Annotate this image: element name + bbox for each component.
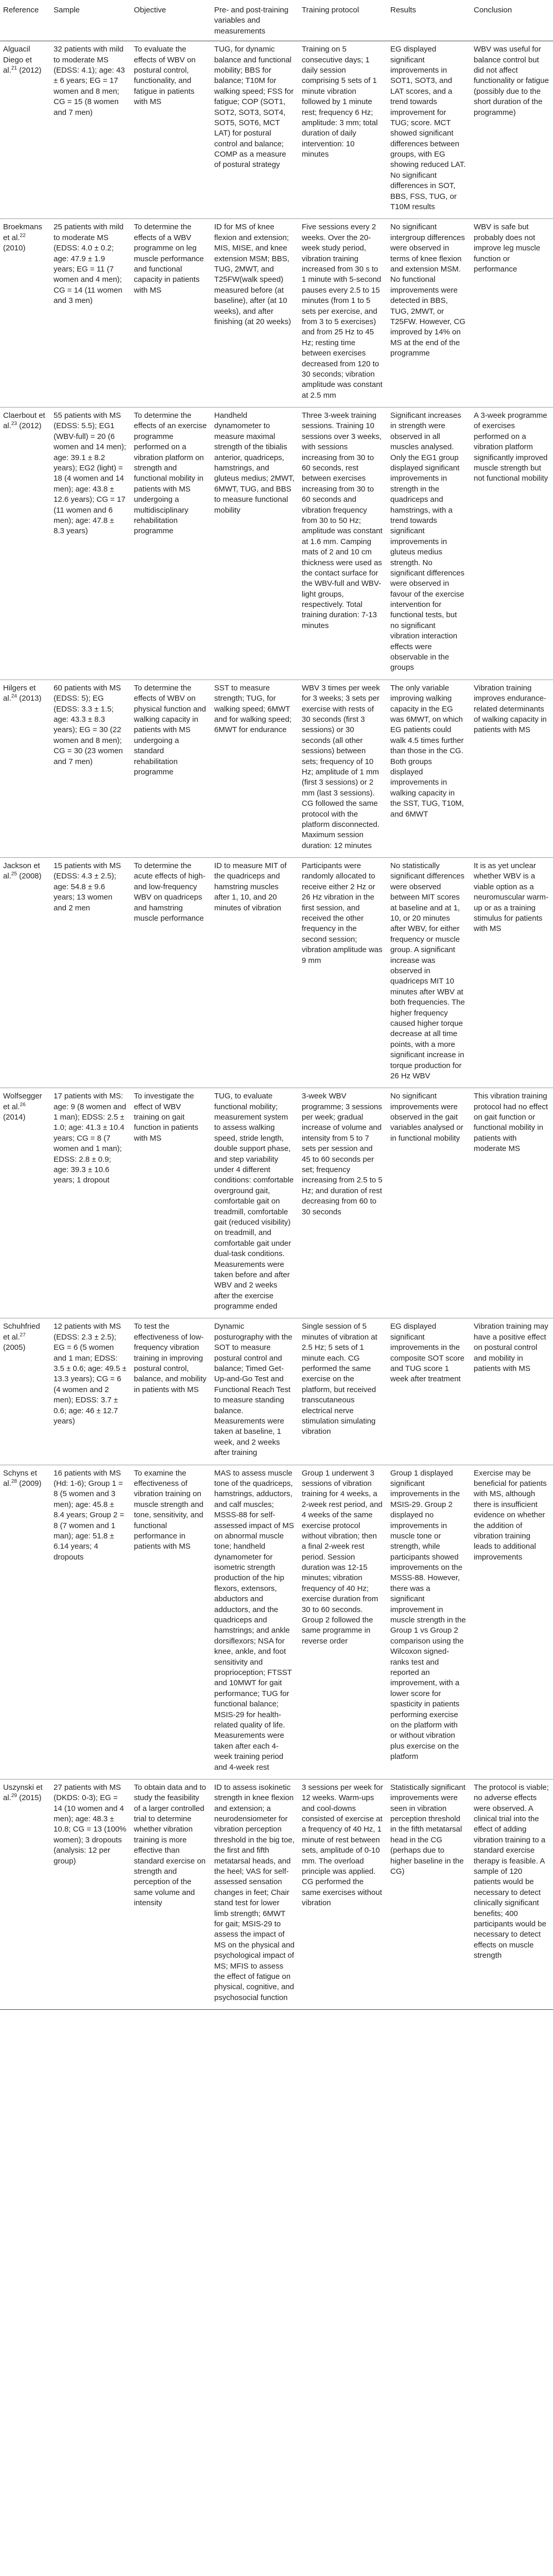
- header-objective: Objective: [131, 3, 211, 41]
- cell-protocol: WBV 3 times per week for 3 weeks; 3 sets per exercise with rests of 30 seconds (first 3 sessions) or 30 seconds (all other sessions) between sets; frequency of 10 Hz; amplitude of 1 mm (first 3 sessions) or 2 mm (last 3 sessions). CG followed the same protocol with the platform disconnected. Maximum session duration: 12 minutes: [299, 680, 387, 857]
- cell-results: The only variable improving walking capacity in the EG was 6MWT, on which EG patients could walk 4.5 times further than those in the CG. Both groups displayed improvements in walking capacity in the SST, TUG, T10M, and 6MWT: [387, 680, 471, 857]
- cell-variables: TUG, to evaluate functional mobility; measurement system to assess walking speed, stride length, double support phase, and step variability under 4 different conditions: comfortable overground gait, comfortable gait on treadmill, comfortable gait (reduced visibility) on treadmill, and comfortable gait under dual-task conditions. Measurements were taken before and after WBV and 2 weeks after the exercise programme ended: [211, 1088, 299, 1318]
- cell-variables: ID for MS of knee flexion and extension; MIS, MISE, and knee extension MSM; BBS, TUG, 2MWT, and T25FW(walk speed) measured before (at baseline), after (at 10 weeks), and after finishing (at 20 weeks): [211, 219, 299, 408]
- cell-conclusion: The protocol is viable; no adverse effects were observed. A clinical trial into the effect of adding vibration training to a standard exercise therapy is feasible. A sample of 120 patients would be necessary to detect clinically significant benefits; 400 participants would be necessary to detect effects on muscle strength: [471, 1779, 553, 2009]
- cell-results: No significant improvements were observed in the gait variables analysed or in functional mobility: [387, 1088, 471, 1318]
- header-results: Results: [387, 3, 471, 41]
- cell-conclusion: Vibration training may have a positive effect on postural control and mobility in patients with MS: [471, 1318, 553, 1465]
- ref-author: Wolfsegger et al.: [3, 1092, 42, 1111]
- table-row: [0, 1318, 553, 1465]
- table-row: [0, 1465, 553, 1779]
- cell-variables: ID to assess isokinetic strength in knee flexion and extension; a neurodensiometer for vibration perception threshold in the big toe, the first and fifth metatarsal heads, and the heel; VAS for self-assessed sensation changes in feet; Chair stand test for lower limb strength; 6MWT for gait; MSIS-29 to assess the impact of MS on the physical and psychological impact of MS; MFIS to assess the effect of fatigue on physical, cognitive, and psychosocial function: [211, 1779, 299, 2009]
- ref-number: 24: [11, 693, 17, 700]
- cell-objective: To determine the acute effects of high- and low-frequency WBV on quadriceps and hamstring muscle performance: [131, 858, 211, 1088]
- ref-year: (2009): [19, 1479, 42, 1488]
- cell-objective: To determine the effects of WBV on physical function and walking capacity in patients with MS undergoing a standard rehabilitation programme: [131, 680, 211, 857]
- ref-author: Broekmans et al.: [3, 223, 42, 242]
- table-row: [0, 1779, 553, 2009]
- cell-reference: [0, 1779, 50, 2009]
- ref-author: Alguacil Diego et al.: [3, 45, 32, 75]
- cell-protocol: Five sessions every 2 weeks. Over the 20-week study period, vibration training increased from 30 s to 1 minute with 5-second pauses every 2.5 to 15 minutes (from 1 to 5 sets per exercise, and from 3 to 5 exercises) and from 25 Hz to 45 Hz; resting time between exercises decreased from 120 to 30 seconds; vibration amplitude was constant at 2.5 mm: [299, 219, 387, 408]
- cell-objective: To examine the effectiveness of vibration training on muscle strength and tone, sensitivity, and functional performance in patients with MS: [131, 1465, 211, 1779]
- table-body: [0, 41, 553, 2010]
- ref-year: (2015): [19, 1793, 42, 1803]
- ref-year: (2013): [19, 694, 42, 703]
- cell-reference: [0, 408, 50, 680]
- cell-sample: 12 patients with MS (EDSS: 2.3 ± 2.5); EG = 6 (5 women and 1 man; EDSS: 3.5 ± 0.6; age: 49.5 ± 13.3 years); CG = 6 (4 women and 2 men); EDSS: 3.7 ± 0.6; age: 46 ± 12.7 years): [50, 1318, 131, 1465]
- cell-objective: To determine the effects of an exercise programme performed on a vibration platform on strength and functional mobility in patients with MS undergoing a multidisciplinary rehabilitation programme: [131, 408, 211, 680]
- cell-conclusion: This vibration training protocol had no effect on gait function or functional mobility in patients with moderate MS: [471, 1088, 553, 1318]
- cell-reference: [0, 1318, 50, 1465]
- ref-number: 27: [20, 1332, 26, 1338]
- cell-objective: To test the effectiveness of low-frequency vibration training in improving postural control, balance, and mobility in patients with MS: [131, 1318, 211, 1465]
- cell-sample: 60 patients with MS (EDSS: 5); EG (EDSS: 3.3 ± 1.5; age: 43.3 ± 8.3 years); EG = 30 (22 women and 8 men); CG = 30 (23 women and 7 men): [50, 680, 131, 857]
- cell-variables: ID to measure MIT of the quadriceps and hamstring muscles after 1, 10, and 20 minutes of vibration: [211, 858, 299, 1088]
- cell-reference: [0, 1088, 50, 1318]
- cell-conclusion: Vibration training improves endurance-related determinants of walking capacity in patients with MS: [471, 680, 553, 857]
- ref-year: (2008): [19, 872, 42, 881]
- table-row: [0, 219, 553, 408]
- cell-conclusion: Exercise may be beneficial for patients with MS, although there is insufficient evidence on whether the addition of vibration training leads to additional improvements: [471, 1465, 553, 1779]
- cell-variables: Dynamic posturography with the SOT to measure postural control and balance; Timed Get-Up-and-Go Test and Functional Reach Test to measure standing balance. Measurements were taken at baseline, 1 week, and 2 weeks after training: [211, 1318, 299, 1465]
- ref-year: (2014): [3, 1113, 26, 1122]
- cell-objective: To determine the effects of a WBV programme on leg muscle performance and functional capacity in patients with MS: [131, 219, 211, 408]
- cell-sample: 15 patients with MS (EDSS: 4.3 ± 2.5); age: 54.8 ± 9.6 years; 13 women and 2 men: [50, 858, 131, 1088]
- cell-variables: TUG, for dynamic balance and functional mobility; BBS for balance; T10M for walking speed; FSS for fatigue; COP (SOT1, SOT2, SOT3, SOT4, SOT5, SOT6, MCT LAT) for postural control and balance; COMP as a measure of postural strategy: [211, 41, 299, 219]
- cell-results: No statistically significant differences were observed between MIT scores at baseline and at 1, 10, or 20 minutes after WBV, for either frequency or muscle group. A significant increase was observed in quadriceps MIT 10 minutes after WBV at both frequencies. The higher frequency caused higher torque decrease at all time points, with a more significant increase in torque production for 26 Hz WBV: [387, 858, 471, 1088]
- table-row: [0, 41, 553, 219]
- table-header: [0, 3, 553, 41]
- cell-conclusion: WBV was useful for balance control but did not affect functionality or fatigue (possibly due to the short duration of the programme): [471, 41, 553, 219]
- header-variables: Pre- and post-training variables and measurements: [211, 3, 299, 41]
- ref-author: Schuhfried et al.: [3, 1322, 40, 1342]
- header-protocol: Training protocol: [299, 3, 387, 41]
- cell-results: EG displayed significant improvements in SOT1, SOT3, and LAT scores, and a trend towards improvement for TUG; score. MCT showed significant differences between groups, with EG showing reduced LAT. No significant differences in SOT, BBS, FSS, TUG, or T10M results: [387, 41, 471, 219]
- ref-number: 26: [20, 1101, 26, 1108]
- ref-year: (2005): [3, 1343, 26, 1352]
- ref-author: Claerbout et al.: [3, 411, 45, 431]
- header-row: [0, 3, 553, 41]
- table-row: [0, 1088, 553, 1318]
- cell-protocol: Participants were randomly allocated to receive either 2 Hz or 26 Hz vibration in the first session, and received the other frequency in the second session; vibration amplitude was 9 mm: [299, 858, 387, 1088]
- ref-number: 29: [11, 1793, 17, 1799]
- table-row: [0, 680, 553, 857]
- cell-variables: MAS to assess muscle tone of the quadriceps, hamstrings, adductors, and calf muscles; MSSS-88 for self-assessed impact of MS on abnormal muscle tone; handheld dynamometer for isometric strength production of the hip flexors, extensors, abductors and adductors, and the quadriceps and hamstrings; and ankle dorsiflexors; NSA for knee, ankle, and foot sensitivity and proprioception; FTSST and 10MWT for gait performance; TUG for functional balance; MSIS-29 for health-related quality of life. Measurements were taken after each 4-week training period and 4-week rest: [211, 1465, 299, 1779]
- cell-reference: [0, 41, 50, 219]
- cell-sample: 16 patients with MS (Hd: 1-6); Group 1 = 8 (5 women and 3 men); age: 45.8 ± 8.4 years; Group 2 = 8 (7 women and 1 man); age: 51.8 ± 6.14 years; 4 dropouts: [50, 1465, 131, 1779]
- ref-author: Uszynski et al.: [3, 1783, 43, 1803]
- cell-reference: [0, 1465, 50, 1779]
- cell-results: Statistically significant improvements were seen in vibration perception threshold in the fifth metatarsal head in the CG (perhaps due to higher baseline in the CG): [387, 1779, 471, 2009]
- ref-number: 28: [11, 1478, 17, 1484]
- ref-number: 22: [20, 232, 26, 239]
- ref-author: Hilgers et al.: [3, 683, 36, 703]
- cell-sample: 55 patients with MS (EDSS: 5.5); EG1 (WBV-full) = 20 (6 women and 14 men); age: 39.1 ± 8.2 years); EG2 (light) = 18 (4 women and 14 men); age: 43.8 ± 12.6 years); CG = 17 (11 women and 6 men); age: 47.8 ± 8.3 years): [50, 408, 131, 680]
- cell-reference: [0, 680, 50, 857]
- cell-protocol: 3-week WBV programme; 3 sessions per week; gradual increase of volume and intensity from 5 to 7 sets per session and 45 to 60 seconds per set; frequency increasing from 2.5 to 5 Hz; and duration of rest decreasing from 60 to 30 seconds: [299, 1088, 387, 1318]
- cell-objective: To investigate the effect of WBV training on gait function in patients with MS: [131, 1088, 211, 1318]
- cell-results: Significant increases in strength were observed in all muscles analysed. Only the EG1 group displayed significant improvements in strength in the quadriceps and hamstrings, with a trend towards significant improvements in gluteus medius strength. No significant differences were observed in favour of the exercise intervention for functional tests, but no significant vibration interaction effects were observable in the groups: [387, 408, 471, 680]
- ref-year: (2012): [19, 421, 42, 431]
- cell-sample: 17 patients with MS: age: 9 (8 women and 1 man); EDSS: 2.5 ± 1.0; age: 41.3 ± 10.4 years; CG = 8 (7 women and 1 man); EDSS: 2.8 ± 0.9; age: 39.3 ± 10.6 years; 1 dropout: [50, 1088, 131, 1318]
- cell-protocol: Training on 5 consecutive days; 1 daily session comprising 5 sets of 1 minute vibration followed by 1 minute rest; frequency 6 Hz; amplitude: 3 mm; total duration of daily intervention: 10 minutes: [299, 41, 387, 219]
- cell-objective: To evaluate the effects of WBV on postural control, functionality, and fatigue in patients with MS: [131, 41, 211, 219]
- cell-variables: SST to measure strength; TUG, for walking speed; 6MWT and for walking speed; 6MWT for endurance: [211, 680, 299, 857]
- cell-variables: Handheld dynamometer to measure maximal strength of the tibialis anterior, quadriceps, hamstrings, and gluteus medius; 2MWT, 6MWT, TUG, and BBS to measure functional mobility: [211, 408, 299, 680]
- cell-protocol: Group 1 underwent 3 sessions of vibration training for 4 weeks, a 2-week rest period, and 4 weeks of the same exercise protocol without vibration; then a final 2-week rest period. Session duration was 12-15 minutes; vibration frequency of 40 Hz; exercise duration from 30 to 60 seconds. Group 2 followed the same programme in reverse order: [299, 1465, 387, 1779]
- cell-protocol: Three 3-week training sessions. Training 10 sessions over 3 weeks, with sessions increasing from 30 to 60 seconds, rest between exercises increasing from 30 to 60 seconds and vibration frequency from 30 to 50 Hz; amplitude was constant at 1.6 mm. Camping mats of 2 and 10 cm thickness were used as the contact surface for the WBV-full and WBV-light groups, respectively. Total training duration: 7-13 minutes: [299, 408, 387, 680]
- ref-number: 25: [11, 871, 17, 877]
- studies-table: [0, 3, 553, 2010]
- cell-sample: 25 patients with mild to moderate MS (EDSS: 4.0 ± 0.2; age: 47.9 ± 1.9 years; EG = 11 (7 women and 4 men); CG = 14 (11 women and 3 men): [50, 219, 131, 408]
- header-conclusion: Conclusion: [471, 3, 553, 41]
- header-sample: Sample: [50, 3, 131, 41]
- cell-reference: [0, 858, 50, 1088]
- header-reference: Reference: [0, 3, 50, 41]
- cell-results: No significant intergroup differences were observed in terms of knee flexion and extension MSM. No functional improvements were detected in BBS, TUG, 2MWT, or T25FW. However, CG improved by 14% on MS at the end of the programme: [387, 219, 471, 408]
- cell-objective: To obtain data and to study the feasibility of a larger controlled trial to determine whether vibration training is more effective than standard exercise on strength and perception of the same volume and intensity: [131, 1779, 211, 2009]
- cell-conclusion: A 3-week programme of exercises performed on a vibration platform significantly improved muscle strength but not functional mobility: [471, 408, 553, 680]
- cell-results: Group 1 displayed significant improvements in the MSIS-29. Group 2 displayed no improvements in muscle tone or strength, while participants showed improvements on the MSSS-88. However, there was a significant improvement in muscle strength in the Group 1 vs Group 2 comparison using the Wilcoxon signed-ranks test and reported an improvement, with a lower score for spasticity in patients performing exercise on the platform with or without vibration plus exercise on the platform: [387, 1465, 471, 1779]
- cell-conclusion: It is as yet unclear whether WBV is a viable option as a neuromuscular warm-up or as a training stimulus for patients with MS: [471, 858, 553, 1088]
- cell-sample: 27 patients with MS (DKDS: 0-3); EG = 14 (10 women and 4 men); age: 48.3 ± 10.8; CG = 13 (100% women); 3 dropouts (analysis: 12 per group): [50, 1779, 131, 2009]
- table-row: [0, 858, 553, 1088]
- cell-conclusion: WBV is safe but probably does not improve leg muscle function or performance: [471, 219, 553, 408]
- table-row: [0, 408, 553, 680]
- cell-protocol: 3 sessions per week for 12 weeks. Warm-ups and cool-downs consisted of exercise at a frequency of 40 Hz, 1 minute of rest between sets, amplitude of 0-10 mm. The overload principle was applied. CG performed the same exercises without vibration: [299, 1779, 387, 2009]
- ref-number: 23: [11, 421, 17, 427]
- ref-author: Jackson et al.: [3, 861, 40, 881]
- cell-reference: [0, 219, 50, 408]
- ref-year: (2012): [19, 65, 42, 75]
- ref-number: 21: [11, 65, 17, 71]
- ref-year: (2010): [3, 244, 26, 253]
- ref-author: Schyns et al.: [3, 1468, 37, 1488]
- cell-results: EG displayed significant improvements in the composite SOT score and TUG score 1 week after treatment: [387, 1318, 471, 1465]
- cell-sample: 32 patients with mild to moderate MS (EDSS: 4.1); age: 43 ± 6 years; EG = 17 women and 8 men; CG = 15 (8 women and 7 men): [50, 41, 131, 219]
- cell-protocol: Single session of 5 minutes of vibration at 2.5 Hz; 5 sets of 1 minute each. CG performed the same exercise on the platform, but received transcutaneous electrical nerve stimulation simulating vibration: [299, 1318, 387, 1465]
